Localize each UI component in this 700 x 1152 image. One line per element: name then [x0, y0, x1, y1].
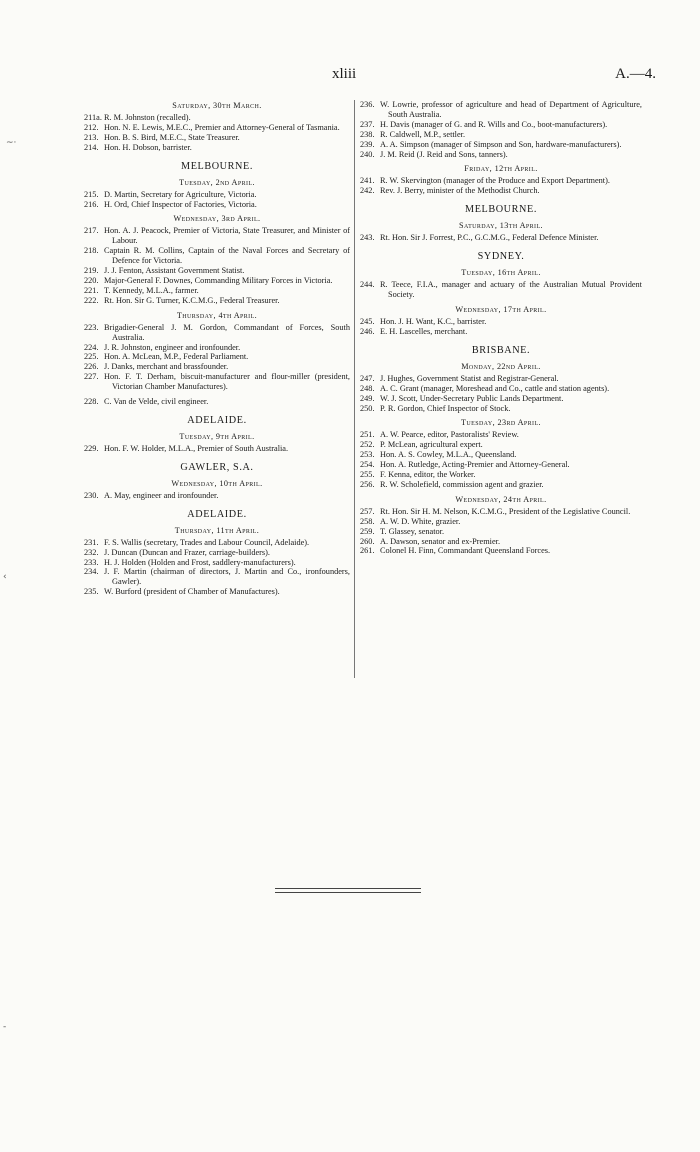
entry-text: Hon. F. T. Derham, biscuit-manufacturer and flour-miller (president, Victorian Chamber Manufactures). — [104, 372, 350, 392]
witness-entry — [360, 470, 642, 480]
city-heading: ADELAIDE. — [187, 508, 247, 520]
date-heading: Thursday, 4th April. — [176, 310, 258, 320]
entry-text: Captain R. M. Collins, Captain of the Naval Forces and Secretary of Defence for Victoria. — [104, 246, 350, 266]
witness-entry — [360, 374, 642, 384]
witness-entry — [84, 343, 350, 353]
entry-text: J. Danks, merchant and brassfounder. — [104, 362, 229, 372]
witness-entry — [84, 190, 350, 200]
entry-text: R. Teece, F.I.A., manager and actuary of the Australian Mutual Provident Society. — [380, 280, 642, 300]
witness-entry — [84, 362, 350, 372]
entry-number: 246. — [360, 326, 375, 336]
entry-text: F. Kenna, editor, the Worker. — [380, 470, 476, 480]
witness-entry — [360, 430, 642, 440]
witness-entry — [360, 327, 642, 337]
city-heading: BRISBANE. — [471, 344, 531, 356]
entry-number: 244. — [360, 280, 375, 290]
entry-number: 239. — [360, 139, 375, 149]
witness-entry — [360, 317, 642, 327]
city-heading: SYDNEY. — [477, 251, 525, 263]
entry-number: 235. — [84, 587, 99, 597]
entry-number: 234. — [84, 567, 99, 577]
entry-number: 223. — [84, 322, 99, 332]
entry-text: Hon. A. J. Peacock, Premier of Victoria, State Treasurer, and Minister of Labour. — [104, 226, 350, 246]
entry-text: Hon. A. McLean, M.P., Federal Parliament. — [104, 352, 249, 362]
entry-text: A. May, engineer and ironfounder. — [104, 490, 219, 500]
entry-text: Brigadier-General J. M. Gordon, Commandant of Forces, South Australia. — [104, 322, 350, 342]
witness-entry — [360, 186, 642, 196]
entry-number: 245. — [360, 316, 375, 326]
entry-number: 222. — [84, 295, 99, 305]
document-reference: A.—4. — [615, 66, 656, 82]
entry-number: 260. — [360, 536, 375, 546]
witness-entry — [360, 280, 642, 300]
witness-entry — [360, 507, 642, 517]
witness-entry — [84, 372, 350, 392]
entry-text: Hon. F. W. Holder, M.L.A., Premier of South Australia. — [104, 443, 289, 453]
date-heading: Wednesday, 24th April. — [455, 494, 547, 504]
entry-number: 211a. — [84, 113, 102, 122]
entry-text: Major-General F. Downes, Commanding Military Forces in Victoria. — [104, 275, 333, 285]
entry-text: W. J. Scott, Under-Secretary Public Lands Department. — [380, 393, 564, 403]
entry-text: T. Glassey, senator. — [380, 526, 445, 536]
entry-text: P. McLean, agricultural expert. — [380, 440, 483, 450]
witness-entry — [84, 587, 350, 597]
witness-entry — [84, 133, 350, 143]
entry-text: R. Caldwell, M.P., settler. — [380, 129, 466, 139]
witness-entry — [360, 120, 642, 130]
witness-entry — [360, 384, 642, 394]
witness-entry — [360, 150, 642, 160]
entry-text: R. W. Scholefield, commission agent and grazier. — [380, 479, 544, 489]
entry-text: Hon. A. S. Cowley, M.L.A., Queensland. — [380, 450, 517, 460]
entry-text: J. M. Reid (J. Reid and Sons, tanners). — [380, 149, 508, 159]
witness-entry — [84, 246, 350, 266]
witness-entry — [84, 397, 350, 407]
entry-text: J. F. Martin (chairman of directors, J. Martin and Co., ironfounders, Gawler). — [104, 567, 350, 587]
date-heading: Wednesday, 10th April. — [171, 478, 263, 488]
date-heading: Thursday, 11th April. — [174, 525, 260, 535]
entry-text: J. R. Johnston, engineer and ironfounder. — [104, 342, 241, 352]
entry-text: A. W. Pearce, editor, Pastoralists' Review. — [380, 430, 519, 440]
entry-number: 220. — [84, 275, 99, 285]
entry-number: 230. — [84, 490, 99, 500]
date-heading: Tuesday, 9th April. — [179, 431, 255, 441]
date-heading: Friday, 12th April. — [464, 164, 538, 174]
witness-entry — [84, 444, 350, 454]
date-heading: Tuesday, 2nd April. — [179, 177, 255, 187]
entry-number: 232. — [84, 547, 99, 557]
entry-text: D. Martin, Secretary for Agriculture, Victoria. — [104, 189, 257, 199]
witness-entry — [360, 394, 642, 404]
witness-entry — [84, 200, 350, 210]
entry-number: 225. — [84, 352, 99, 362]
date-heading: Saturday, 30th March. — [172, 101, 262, 110]
entry-number: 229. — [84, 443, 99, 453]
witness-entry — [360, 404, 642, 414]
entry-number: 247. — [360, 373, 375, 383]
witness-entry — [360, 176, 642, 186]
witness-entry — [360, 233, 642, 243]
entry-text: W. Lowrie, professor of agriculture and head of Department of Agriculture, South Australia. — [380, 100, 642, 119]
entry-text: W. Burford (president of Chamber of Manufactures). — [104, 587, 280, 597]
entry-number: 258. — [360, 516, 375, 526]
witness-entry — [84, 226, 350, 246]
witness-entry — [360, 527, 642, 537]
witness-entry — [360, 480, 642, 490]
date-heading: Monday, 22nd April. — [461, 361, 541, 371]
date-heading: Wednesday, 3rd April. — [173, 214, 261, 224]
witness-entry — [360, 100, 642, 120]
entry-number: 214. — [84, 142, 99, 152]
entry-number: 256. — [360, 479, 375, 489]
entry-number: 212. — [84, 122, 99, 132]
entry-text: Hon. J. H. Want, K.C., barrister. — [380, 316, 487, 326]
margin-mark: - — [3, 1022, 7, 1032]
entry-text: Colonel H. Finn, Commandant Queensland Forces. — [380, 546, 551, 556]
witness-entry — [84, 123, 350, 133]
date-heading: Saturday, 13th April. — [459, 221, 543, 231]
entry-text: A. Dawson, senator and ex-Premier. — [380, 536, 501, 546]
city-heading: GAWLER, S.A. — [180, 461, 254, 473]
witness-entry — [360, 460, 642, 470]
left-column — [84, 100, 350, 597]
entry-number: 219. — [84, 266, 99, 276]
witness-entry — [360, 140, 642, 150]
entry-text: J. Hughes, Government Statist and Registrar-General. — [380, 373, 559, 383]
witness-entry — [84, 558, 350, 568]
entry-number: 237. — [360, 119, 375, 129]
entry-number: 250. — [360, 403, 375, 413]
entry-text: R. W. Skervington (manager of the Produce and Export Department). — [380, 176, 610, 186]
entry-number: 255. — [360, 470, 375, 480]
entry-number: 248. — [360, 383, 375, 393]
entry-text: Hon. H. Dobson, barrister. — [104, 142, 192, 152]
entry-text: H. Ord, Chief Inspector of Factories, Victoria. — [104, 199, 257, 209]
entry-text: P. R. Gordon, Chief Inspector of Stock. — [380, 403, 511, 413]
witness-entry — [84, 548, 350, 558]
witness-entry — [84, 143, 350, 153]
entry-text: Rt. Hon. Sir G. Turner, K.C.M.G., Federal Treasurer. — [104, 295, 280, 305]
witness-entry — [84, 276, 350, 286]
entry-number: 221. — [84, 285, 99, 295]
witness-entry — [360, 130, 642, 140]
entry-number: 231. — [84, 537, 99, 547]
witness-entry — [360, 440, 642, 450]
entry-number: 249. — [360, 393, 375, 403]
entry-number: 241. — [360, 176, 375, 186]
entry-text: A. C. Grant (manager, Moreshead and Co., cattle and station agents). — [380, 383, 610, 393]
column-divider — [354, 100, 355, 678]
closing-rule-bottom — [275, 892, 421, 893]
closing-rule-top — [275, 888, 421, 889]
witness-entry — [84, 323, 350, 343]
entry-text: Rt. Hon. Sir H. M. Nelson, K.C.M.G., President of the Legislative Council. — [380, 506, 631, 516]
witness-entry — [360, 517, 642, 527]
entry-number: 236. — [360, 100, 375, 109]
entry-number: 257. — [360, 506, 375, 516]
entry-text: Hon. A. Rutledge, Acting-Premier and Attorney-General. — [380, 460, 570, 470]
witness-entry — [84, 296, 350, 306]
entry-text: A. A. Simpson (manager of Simpson and Son, hardware-manufacturers). — [380, 139, 622, 149]
entry-number: 217. — [84, 226, 99, 236]
entry-number: 243. — [360, 233, 375, 243]
entry-text: Hon. N. E. Lewis, M.E.C., Premier and Attorney-General of Tasmania. — [104, 122, 340, 132]
margin-mark: ~· — [6, 138, 17, 148]
entry-number: 253. — [360, 450, 375, 460]
witness-entry — [84, 286, 350, 296]
entry-number: 242. — [360, 186, 375, 196]
witness-entry — [84, 113, 350, 123]
entry-text: F. S. Wallis (secretary, Trades and Labour Council, Adelaide). — [104, 537, 310, 547]
city-heading: MELBOURNE. — [465, 204, 537, 216]
witness-entry — [84, 266, 350, 276]
entry-text: J. J. Fenton, Assistant Government Statist. — [104, 266, 245, 276]
witness-entry — [360, 546, 642, 556]
entry-text: H. Davis (manager of G. and R. Wills and Co., boot-manufacturers). — [380, 119, 608, 129]
date-heading: Tuesday, 23rd April. — [461, 418, 541, 428]
entry-number: 254. — [360, 460, 375, 470]
entry-number: 218. — [84, 246, 99, 256]
witness-entry — [84, 491, 350, 501]
entry-number: 216. — [84, 199, 99, 209]
entry-text: T. Kennedy, M.L.A., farmer. — [104, 285, 199, 295]
entry-text: Hon. B. S. Bird, M.E.C., State Treasurer. — [104, 132, 240, 142]
entry-text: Rt. Hon. Sir J. Forrest, P.C., G.C.M.G., Federal Defence Minister. — [380, 233, 599, 243]
entry-text: A. W. D. White, grazier. — [380, 516, 461, 526]
entry-number: 228. — [84, 397, 99, 407]
entry-number: 227. — [84, 372, 99, 382]
margin-mark: ‹ — [3, 572, 7, 582]
entry-number: 251. — [360, 430, 375, 440]
entry-number: 240. — [360, 149, 375, 159]
witness-entry — [360, 450, 642, 460]
entry-text: C. Van de Velde, civil engineer. — [104, 397, 209, 407]
date-heading: Wednesday, 17th April. — [455, 304, 547, 314]
entry-number: 238. — [360, 129, 375, 139]
right-column — [360, 100, 642, 556]
entry-number: 224. — [84, 342, 99, 352]
city-heading: MELBOURNE. — [181, 160, 253, 172]
witness-entry — [84, 352, 350, 362]
witness-entry — [84, 538, 350, 548]
entry-number: 259. — [360, 526, 375, 536]
entry-number: 233. — [84, 557, 99, 567]
witness-entry — [84, 567, 350, 587]
entry-text: J. Duncan (Duncan and Frazer, carriage-builders). — [104, 547, 270, 557]
witness-entry — [360, 537, 642, 547]
entry-number: 215. — [84, 189, 99, 199]
entry-text: E. H. Lascelles, merchant. — [380, 326, 468, 336]
date-heading: Tuesday, 16th April. — [461, 268, 541, 278]
city-heading: ADELAIDE. — [187, 414, 247, 426]
entry-number: 226. — [84, 362, 99, 372]
entry-number: 261. — [360, 546, 375, 556]
entry-text: Rev. J. Berry, minister of the Methodist Church. — [380, 186, 540, 196]
entry-number: 213. — [84, 132, 99, 142]
entry-number: 252. — [360, 440, 375, 450]
entry-text: R. M. Johnston (recalled). — [104, 113, 191, 122]
page-number: xliii — [332, 66, 357, 82]
entry-text: H. J. Holden (Holden and Frost, saddlery-manufacturers). — [104, 557, 296, 567]
